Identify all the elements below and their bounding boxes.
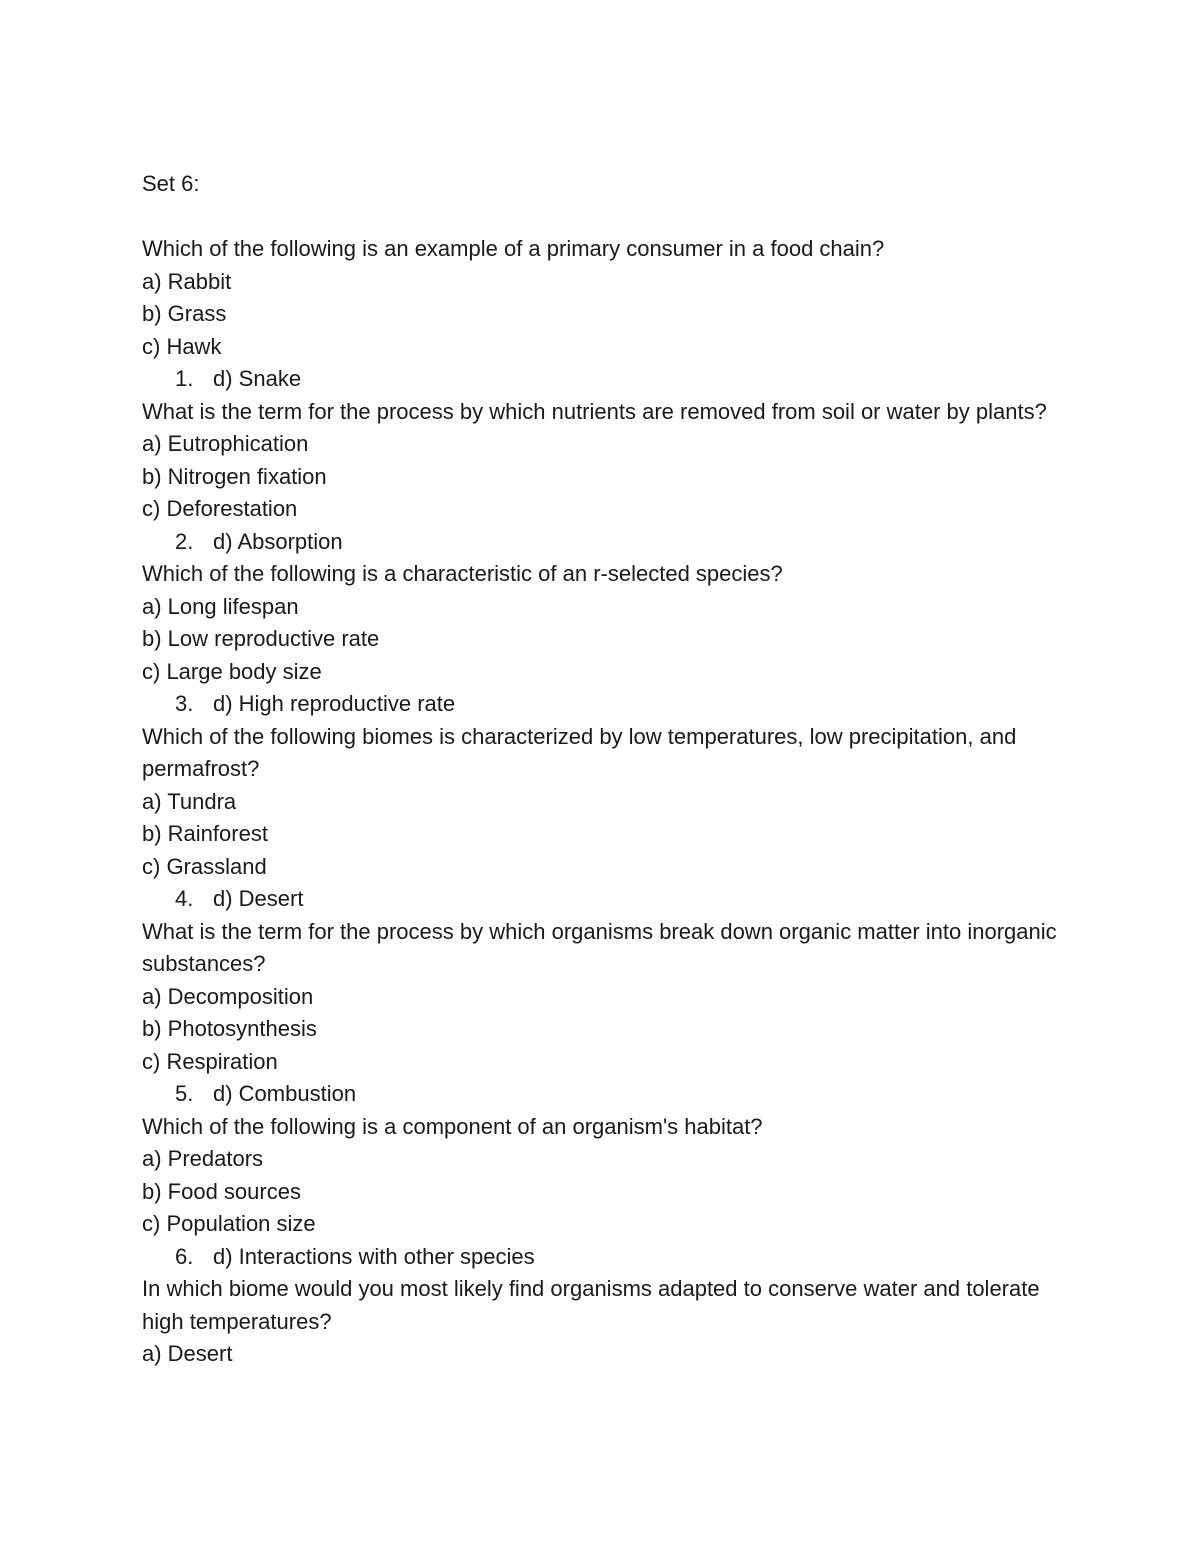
option-b: b) Rainforest bbox=[142, 821, 268, 846]
question-block-3 bbox=[142, 558, 1062, 721]
option-d-numbered bbox=[142, 1241, 1062, 1274]
option-d-numbered bbox=[142, 883, 1062, 916]
question-block-4 bbox=[142, 721, 1062, 916]
option-b: b) Grass bbox=[142, 301, 227, 326]
option-d: d) High reproductive rate bbox=[213, 691, 456, 716]
option-b: b) Low reproductive rate bbox=[142, 626, 380, 651]
option-d-numbered bbox=[142, 688, 1062, 721]
option-c: c) Deforestation bbox=[142, 496, 298, 521]
question-block-7 bbox=[142, 1273, 1062, 1371]
option-d: d) Desert bbox=[213, 886, 304, 911]
list-number: 4. bbox=[175, 886, 194, 911]
set-title: Set 6: bbox=[142, 171, 200, 196]
option-c: c) Population size bbox=[142, 1211, 316, 1236]
option-a: a) Eutrophication bbox=[142, 431, 309, 456]
question-text: What is the term for the process by which nutrients are removed from soil or water by plants? bbox=[142, 398, 1047, 424]
option-d: d) Combustion bbox=[213, 1081, 357, 1106]
option-a: a) Desert bbox=[142, 1341, 233, 1366]
question-text: Which of the following is an example of a primary consumer in a food chain? bbox=[142, 236, 885, 261]
option-c: c) Hawk bbox=[142, 333, 222, 359]
option-a: a) Rabbit bbox=[142, 268, 232, 294]
list-number: 5. bbox=[175, 1081, 194, 1106]
option-d: d) Snake bbox=[213, 366, 302, 391]
list-number: 1. bbox=[175, 366, 194, 391]
question-text: In which biome would you most likely find organisms adapted to conserve water and tolerate high temperatures? bbox=[142, 1276, 1040, 1334]
question-text: What is the term for the process by which organisms break down organic matter into inorganic substances? bbox=[142, 918, 1057, 976]
option-d-numbered bbox=[142, 363, 1062, 396]
list-number: 2. bbox=[175, 528, 194, 554]
option-d: d) Interactions with other species bbox=[213, 1243, 535, 1269]
option-a: a) Tundra bbox=[142, 788, 237, 814]
question-text: Which of the following is a component of an organism's habitat? bbox=[142, 1113, 763, 1139]
option-d-numbered bbox=[142, 1078, 1062, 1111]
option-d: d) Absorption bbox=[213, 528, 343, 554]
list-number: 3. bbox=[175, 691, 194, 716]
option-c: c) Large body size bbox=[142, 658, 322, 684]
question-text: Which of the following biomes is characterized by low temperatures, low precipitation, and permafrost? bbox=[142, 723, 1017, 781]
option-b: b) Photosynthesis bbox=[142, 1016, 317, 1041]
question-block-6 bbox=[142, 1111, 1062, 1274]
option-c: c) Respiration bbox=[142, 1048, 278, 1074]
question-text: Which of the following is a characteristic of an r-selected species? bbox=[142, 561, 783, 586]
option-c: c) Grassland bbox=[142, 853, 267, 879]
question-block-1 bbox=[142, 233, 1062, 396]
option-b: b) Nitrogen fixation bbox=[142, 463, 327, 489]
option-a: a) Predators bbox=[142, 1146, 264, 1171]
document-page bbox=[142, 168, 1062, 1371]
option-a: a) Decomposition bbox=[142, 983, 314, 1009]
question-block-5 bbox=[142, 916, 1062, 1111]
list-number: 6. bbox=[175, 1243, 194, 1269]
question-block-2 bbox=[142, 396, 1062, 559]
option-b: b) Food sources bbox=[142, 1178, 301, 1204]
option-d-numbered bbox=[142, 526, 1062, 559]
option-a: a) Long lifespan bbox=[142, 593, 299, 619]
